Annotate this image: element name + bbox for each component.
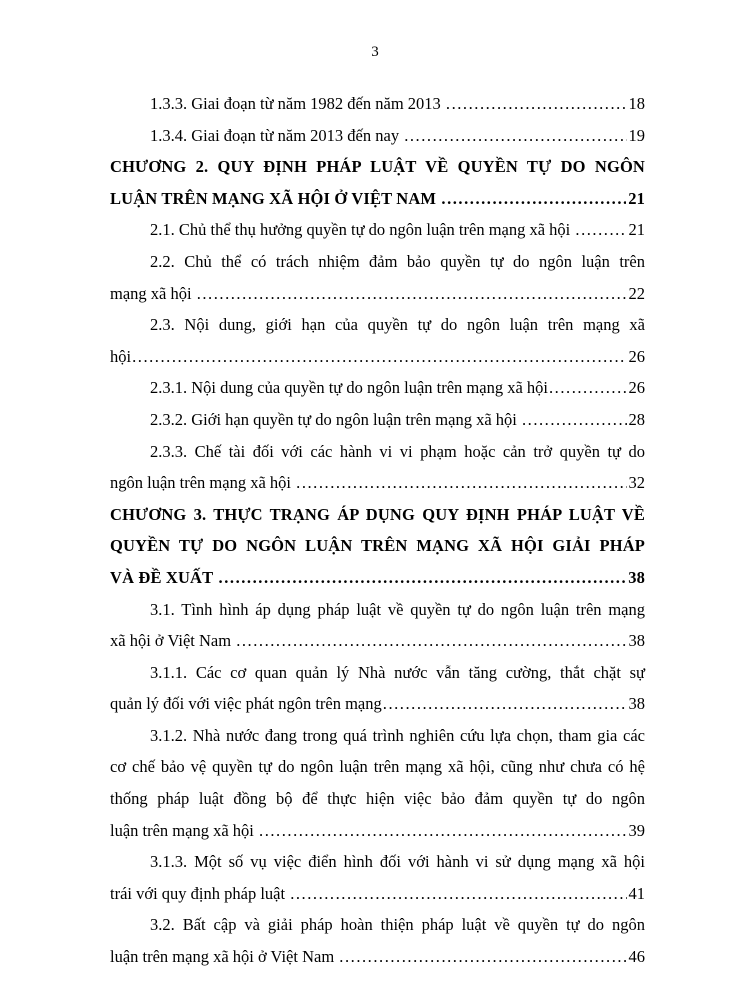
page-number: 3 bbox=[371, 44, 379, 60]
toc-entry[interactable] bbox=[110, 214, 645, 246]
toc-leader-line bbox=[110, 625, 645, 657]
toc-leader-line bbox=[110, 404, 645, 436]
toc-entry-text: 3.1.2. Nhà nước đang trong quá trình nghiên cứu lựa chọn, tham gia các cơ chế bảo vệ quyền tự do ngôn luận trên mạng xã hội, cũng như chưa có hệ thống pháp luật đồng bộ để thực hiện việc bảo đảm quyền tự do ngôn bbox=[110, 725, 645, 809]
toc-page-number: 28 bbox=[628, 409, 645, 429]
toc-leader-line bbox=[110, 88, 645, 120]
toc-entry-text: 2.3.3. Chế tài đối với các hành vi vi phạm hoặc cản trở quyền tự do bbox=[150, 441, 645, 461]
toc-leader-line bbox=[110, 562, 645, 594]
toc-page-number: 38 bbox=[628, 694, 645, 714]
toc-page-number: 46 bbox=[628, 947, 645, 967]
dot-leader bbox=[259, 815, 626, 847]
toc-entry-text-last: VÀ ĐỀ XUẤT bbox=[110, 567, 214, 587]
toc-leader-line bbox=[110, 941, 645, 973]
dot-leader bbox=[219, 562, 627, 594]
toc-entry-text-last: ngôn luận trên mạng xã hội bbox=[110, 473, 292, 493]
toc-entry[interactable] bbox=[110, 846, 645, 909]
toc-entry-text: 3.1.1. Các cơ quan quản lý Nhà nước vẫn tăng cường, thắt chặt sự bbox=[150, 662, 645, 682]
toc-leader-line bbox=[110, 372, 645, 404]
dot-leader bbox=[441, 183, 626, 215]
toc-leader-line bbox=[110, 878, 645, 910]
toc-leader-line bbox=[110, 467, 645, 499]
toc-entry-text-last: luận trên mạng xã hội bbox=[110, 820, 254, 840]
dot-leader bbox=[236, 625, 626, 657]
toc-entry-text-last: quản lý đối với việc phát ngôn trên mạng bbox=[110, 694, 382, 714]
toc-leader-line bbox=[110, 278, 645, 310]
toc-entry-text-last: hội bbox=[110, 346, 132, 366]
dot-leader bbox=[132, 341, 626, 373]
dot-leader bbox=[549, 372, 627, 404]
toc-entry-text: CHƯƠNG 2. QUY ĐỊNH PHÁP LUẬT VỀ QUYỀN TỰ DO NGÔN bbox=[110, 157, 645, 177]
toc-page-number: 19 bbox=[628, 125, 645, 145]
toc-entry[interactable] bbox=[110, 404, 645, 436]
toc-entry-text-last: luận trên mạng xã hội ở Việt Nam bbox=[110, 947, 335, 967]
toc-page-number: 26 bbox=[628, 346, 645, 366]
toc-entry[interactable] bbox=[110, 120, 645, 152]
dot-leader bbox=[404, 120, 626, 152]
toc-entry[interactable] bbox=[110, 909, 645, 972]
toc-page-number: 41 bbox=[628, 883, 645, 903]
table-of-contents bbox=[110, 88, 645, 973]
toc-page-number: 22 bbox=[628, 283, 645, 303]
toc-leader-line bbox=[110, 341, 645, 373]
toc-page-number: 32 bbox=[628, 473, 645, 493]
toc-entry-text: 1.3.4. Giai đoạn từ năm 2013 đến nay bbox=[150, 125, 400, 145]
toc-entry-text: 3.1. Tình hình áp dụng pháp luật về quyền tự do ngôn luận trên mạng bbox=[150, 599, 645, 619]
toc-entry-text: 3.1.3. Một số vụ việc điển hình đối với hành vi sử dụng mạng xã hội bbox=[150, 852, 645, 872]
toc-leader-line bbox=[110, 214, 645, 246]
toc-entry-text: 2.3.2. Giới hạn quyền tự do ngôn luận trên mạng xã hội bbox=[150, 409, 517, 429]
toc-leader-line bbox=[110, 120, 645, 152]
toc-entry-text-last: xã hội ở Việt Nam bbox=[110, 631, 232, 651]
dot-leader bbox=[339, 941, 626, 973]
toc-page-number: 38 bbox=[628, 567, 645, 587]
toc-entry-text: 2.3. Nội dung, giới hạn của quyền tự do ngôn luận trên mạng xã bbox=[150, 315, 645, 335]
toc-entry[interactable] bbox=[110, 436, 645, 499]
dot-leader bbox=[197, 278, 627, 310]
toc-entry-chapter[interactable] bbox=[110, 499, 645, 594]
toc-entry[interactable] bbox=[110, 657, 645, 720]
toc-entry-text-last: trái với quy định pháp luật bbox=[110, 883, 286, 903]
toc-leader-line bbox=[110, 688, 645, 720]
toc-leader-line bbox=[110, 815, 645, 847]
toc-entry-chapter[interactable] bbox=[110, 151, 645, 214]
dot-leader bbox=[383, 688, 627, 720]
dot-leader bbox=[446, 88, 627, 120]
toc-entry-text: 1.3.3. Giai đoạn từ năm 1982 đến năm 2013 bbox=[150, 94, 441, 113]
toc-entry[interactable] bbox=[110, 594, 645, 657]
dot-leader bbox=[290, 878, 626, 910]
dot-leader bbox=[575, 214, 626, 246]
toc-leader-line bbox=[110, 183, 645, 215]
toc-entry-text-last: LUẬN TRÊN MẠNG XÃ HỘI Ở VIỆT NAM bbox=[110, 188, 437, 208]
toc-entry-text: 3.2. Bất cập và giải pháp hoàn thiện pháp luật về quyền tự do ngôn bbox=[150, 915, 645, 935]
toc-entry-text-last: mạng xã hội bbox=[110, 283, 192, 303]
toc-entry-text: CHƯƠNG 3. THỰC TRẠNG ÁP DỤNG QUY ĐỊNH PHÁP LUẬT VỀ bbox=[110, 504, 645, 524]
toc-page-number: 39 bbox=[628, 820, 645, 840]
toc-page-number: 18 bbox=[628, 94, 645, 113]
toc-entry[interactable] bbox=[110, 720, 645, 846]
toc-page-number: 21 bbox=[628, 220, 645, 240]
toc-entry[interactable] bbox=[110, 309, 645, 372]
dot-leader bbox=[296, 467, 626, 499]
toc-entry[interactable] bbox=[110, 246, 645, 309]
dot-leader bbox=[522, 404, 627, 436]
toc-entry-text: 2.3.1. Nội dung của quyền tự do ngôn luận trên mạng xã hội bbox=[150, 378, 548, 398]
toc-page-number: 21 bbox=[628, 188, 645, 208]
toc-entry[interactable] bbox=[110, 372, 645, 404]
toc-entry-text: 2.2. Chủ thể có trách nhiệm đảm bảo quyền tự do ngôn luận trên bbox=[150, 251, 645, 271]
toc-entry[interactable] bbox=[110, 88, 645, 120]
toc-page-number: 38 bbox=[628, 631, 645, 651]
toc-page-number: 26 bbox=[628, 378, 645, 398]
toc-entry-text-2: QUYỀN TỰ DO NGÔN LUẬN TRÊN MẠNG XÃ HỘI GIẢI PHÁP bbox=[110, 536, 645, 556]
toc-entry-text: 2.1. Chủ thể thụ hưởng quyền tự do ngôn luận trên mạng xã hội bbox=[150, 220, 571, 240]
